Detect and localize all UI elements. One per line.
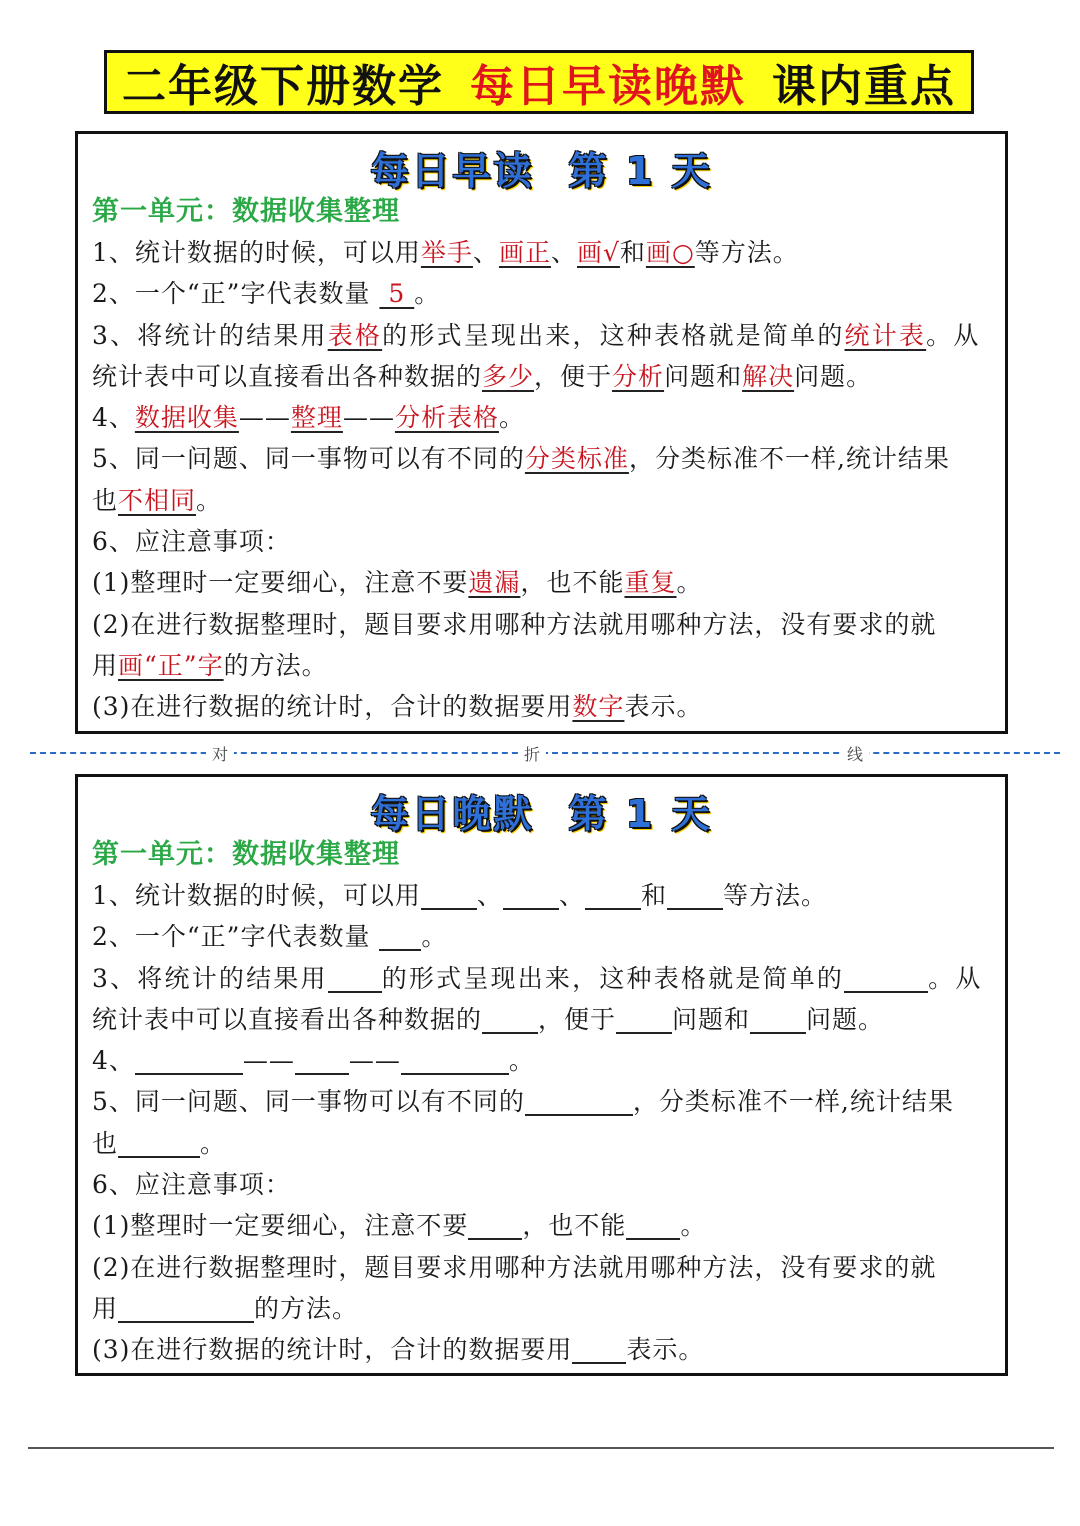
answer: 多少 (482, 361, 535, 391)
answer-blank[interactable] (626, 1210, 680, 1240)
answer-blank[interactable] (525, 1086, 633, 1116)
answer: 分类标准 (524, 444, 629, 474)
answer: 表格 (327, 320, 383, 350)
text: 和 (640, 881, 667, 910)
text: 、 (476, 881, 503, 910)
answer-blank[interactable] (585, 880, 641, 910)
answer: 5 (379, 279, 415, 309)
evening-line-11 (92, 1288, 992, 1329)
evening-line-1 (92, 875, 992, 916)
text: 问题。 (806, 1004, 885, 1034)
answer: 整理 (290, 403, 343, 433)
morning-heading-label: 每日早读 (370, 149, 535, 193)
answer: 解决 (742, 361, 795, 391)
evening-unit-title: 第一单元：数据收集整理 (92, 839, 400, 870)
answer-blank[interactable] (844, 963, 928, 993)
text: 等方法。 (694, 238, 799, 267)
evening-line-9 (92, 1205, 992, 1246)
answer-blank[interactable] (328, 963, 382, 993)
evening-line-7 (92, 1123, 992, 1164)
text: 问题。 (794, 361, 873, 391)
text: ，便于 (538, 1004, 617, 1034)
morning-line-10: (2)在进行数据整理时，题目要求用哪种方法就用哪种方法，没有要求的就 (92, 609, 937, 639)
text: 4、 (92, 1046, 135, 1076)
morning-content (92, 232, 992, 728)
morning-reading-card (75, 131, 1008, 734)
text: 。 (421, 922, 448, 952)
morning-line-5 (92, 397, 992, 438)
answer: 画√ (576, 238, 620, 267)
morning-line-12 (92, 686, 992, 727)
text: 4、 (92, 403, 135, 433)
text: 5、同一问题、同一事物可以有不同的 (92, 444, 525, 474)
morning-heading (78, 140, 1005, 192)
morning-line-2 (92, 273, 992, 314)
answer-blank[interactable] (118, 1128, 200, 1158)
text: 2、一个“正”字代表数量 (92, 279, 380, 309)
answer-blank[interactable] (379, 921, 421, 951)
text: 。 (508, 1046, 535, 1076)
answer: 画正 (498, 238, 551, 267)
text: 表示。 (624, 692, 703, 722)
text: 。 (498, 403, 525, 433)
text: 1、统计数据的时候，可以用 (92, 881, 421, 910)
morning-line-9 (92, 562, 992, 603)
text: 2、一个“正”字代表数量 (92, 922, 380, 952)
text: 。从 (928, 963, 983, 993)
answer-blank[interactable] (295, 1045, 349, 1075)
answer: 遗漏 (468, 568, 521, 598)
morning-line-3 (92, 315, 992, 356)
answer-blank[interactable] (468, 1210, 522, 1240)
evening-line-10: (2)在进行数据整理时，题目要求用哪种方法就用哪种方法，没有要求的就 (92, 1252, 937, 1282)
morning-line-7 (92, 480, 992, 521)
morning-line-6 (92, 438, 992, 479)
evening-line-4 (92, 999, 992, 1040)
text: 也 (92, 1128, 119, 1158)
fold-label-1: 对 (206, 742, 234, 765)
text: 1、统计数据的时候，可以用 (92, 238, 421, 267)
evening-line-12 (92, 1329, 992, 1370)
morning-day-label: 第 1 天 (568, 149, 713, 193)
text: 。 (680, 1211, 707, 1241)
answer-blank[interactable] (482, 1004, 538, 1034)
text: 。 (200, 1128, 227, 1158)
text: 问题和 (664, 361, 743, 391)
text: ，也不能 (520, 568, 625, 598)
text: (3)在进行数据的统计时，合计的数据要用 (92, 1335, 573, 1365)
text: 3、将统计的结果用 (92, 963, 328, 993)
title-focus: 课内重点 (772, 61, 956, 112)
answer-blank[interactable] (750, 1004, 806, 1034)
evening-line-2 (92, 916, 992, 957)
text: ，也不能 (522, 1211, 627, 1241)
text: (3)在进行数据的统计时，合计的数据要用 (92, 692, 573, 722)
evening-heading (78, 783, 1005, 835)
answer: 不相同 (118, 485, 197, 515)
text: 用 (92, 1293, 119, 1323)
morning-line-8: 6、应注意事项： (92, 527, 291, 557)
evening-line-8: 6、应注意事项： (92, 1170, 291, 1200)
answer: 分析 (612, 361, 665, 391)
title-grade: 二年级下册数学 (122, 61, 444, 112)
answer-blank[interactable] (118, 1293, 254, 1323)
evening-line-6 (92, 1081, 992, 1122)
title-daily: 每日早读晚默 (470, 61, 746, 112)
bottom-divider (28, 1447, 1054, 1449)
text: 、 (550, 238, 577, 267)
answer: 举手 (420, 238, 473, 267)
answer: 数据收集 (134, 403, 239, 433)
text: 的形式呈现出来，这种表格就是简单的 (382, 320, 845, 350)
evening-line-3 (92, 958, 992, 999)
text: (1)整理时一定要细心，注意不要 (92, 568, 469, 598)
text: 统计表中可以直接看出各种数据的 (92, 1004, 483, 1034)
evening-line-5 (92, 1040, 992, 1081)
text: 统计表中可以直接看出各种数据的 (92, 361, 483, 391)
morning-line-11 (92, 645, 992, 686)
text: 问题和 (672, 1004, 751, 1034)
answer-blank[interactable] (401, 1045, 509, 1075)
answer-blank[interactable] (503, 880, 559, 910)
answer: 数字 (572, 692, 625, 722)
text: 用 (92, 650, 119, 680)
answer: 画○ (645, 238, 695, 267)
answer-blank[interactable] (135, 1045, 243, 1075)
answer-blank[interactable] (667, 880, 723, 910)
text: 。 (196, 485, 223, 515)
dash: —— (342, 403, 395, 433)
dash: —— (348, 1046, 401, 1076)
fold-label-3: 线 (841, 742, 869, 765)
text: ，便于 (534, 361, 613, 391)
evening-content (92, 875, 992, 1371)
text: ，分类标准不一样,统计结果 (628, 444, 950, 474)
answer: 重复 (624, 568, 677, 598)
text: 。 (414, 279, 441, 309)
morning-line-1 (92, 232, 992, 273)
text: 的方法。 (254, 1293, 359, 1323)
evening-dictation-card (75, 774, 1008, 1376)
page-title-banner (104, 50, 974, 114)
text: 。 (676, 568, 703, 598)
morning-unit-title: 第一单元：数据收集整理 (92, 196, 400, 227)
answer: 统计表 (844, 320, 927, 350)
answer: 分析表格 (394, 403, 499, 433)
text: ，分类标准不一样,统计结果 (632, 1087, 954, 1117)
answer-blank[interactable] (421, 880, 477, 910)
evening-day-label: 第 1 天 (568, 792, 713, 836)
text: 的方法。 (223, 650, 328, 680)
evening-heading-label: 每日晚默 (370, 792, 535, 836)
dash: —— (238, 403, 291, 433)
text: 、 (558, 881, 585, 910)
dash: —— (242, 1046, 295, 1076)
text: 3、将统计的结果用 (92, 320, 328, 350)
text: 。从 (926, 320, 981, 350)
text: 也 (92, 485, 119, 515)
text: 5、同一问题、同一事物可以有不同的 (92, 1087, 525, 1117)
text: 的形式呈现出来，这种表格就是简单的 (381, 963, 845, 993)
text: 等方法。 (722, 881, 827, 910)
text: 表示。 (626, 1335, 705, 1365)
answer: 画“正”字 (118, 650, 224, 680)
text: 、 (472, 238, 499, 267)
answer-blank[interactable] (616, 1004, 672, 1034)
morning-line-4 (92, 356, 992, 397)
answer-blank[interactable] (572, 1334, 626, 1364)
text: 和 (619, 238, 646, 267)
text: (1)整理时一定要细心，注意不要 (92, 1211, 469, 1241)
fold-label-2: 折 (518, 742, 546, 765)
